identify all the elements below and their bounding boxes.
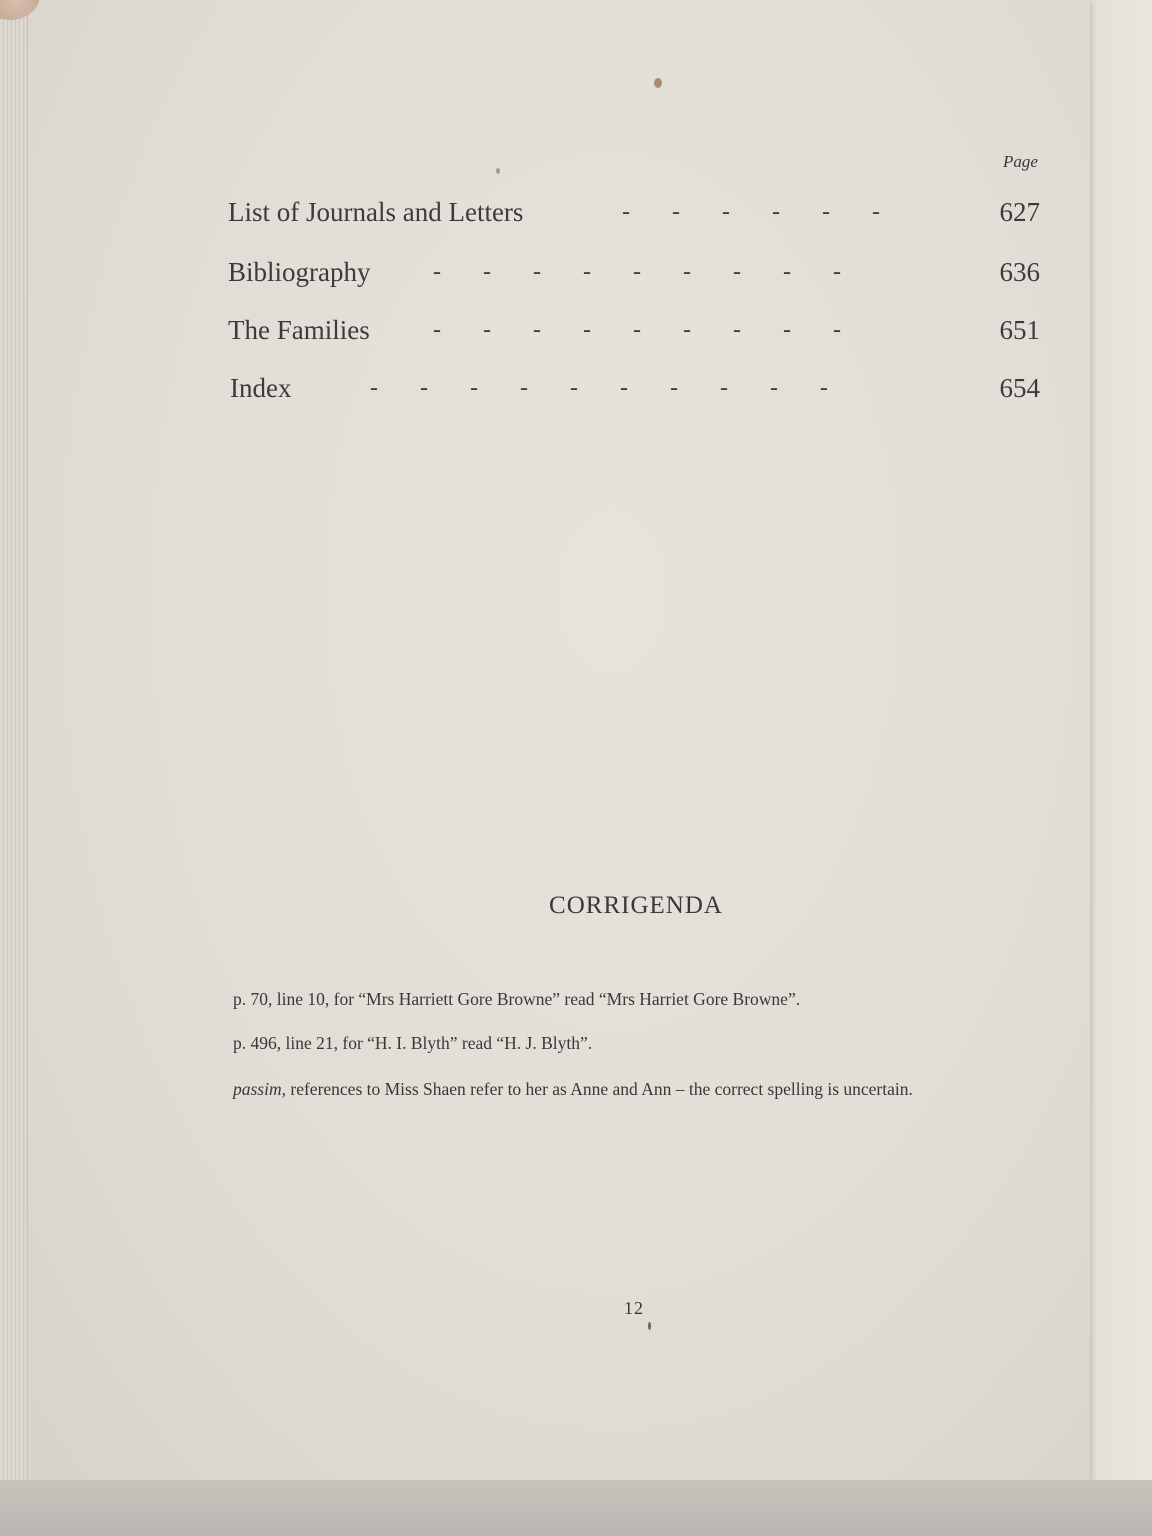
toc-entry-title: Bibliography xyxy=(228,257,371,287)
surface-below-book xyxy=(0,1480,1152,1536)
toc-entry-page: 651 xyxy=(999,315,1040,345)
toc-entry-title: The Families xyxy=(228,315,370,345)
toc-entry-page: 636 xyxy=(999,257,1040,287)
toc-entry xyxy=(228,310,1040,350)
paper-spot xyxy=(648,1322,651,1330)
toc-entry-page: 627 xyxy=(999,197,1040,227)
corrigenda-line: p. 496, line 21, for “H. I. Blyth” read “H. J. Blyth”. xyxy=(233,1033,593,1053)
paper-spot xyxy=(654,78,662,88)
toc-entry-page: 654 xyxy=(999,373,1040,403)
page-column-heading: Page xyxy=(1003,152,1038,171)
toc-entry-title: List of Journals and Letters xyxy=(228,197,524,227)
page-number: 12 xyxy=(624,1298,644,1318)
corrigenda-heading: CORRIGENDA xyxy=(549,892,723,919)
toc-entry xyxy=(228,192,1040,232)
toc-entry xyxy=(228,368,1040,408)
corrigenda-passim: passim, xyxy=(233,1079,286,1099)
corrigenda-line-text: references to Miss Shaen refer to her as Anne and Ann – the correct spelling is uncertain. xyxy=(286,1079,913,1099)
toc-entry xyxy=(228,252,1040,292)
toc-entry-leader: - - - - - - xyxy=(622,199,880,225)
corrigenda-line: p. 70, line 10, for “Mrs Harriett Gore Browne” read “Mrs Harriet Gore Browne”. xyxy=(233,989,801,1009)
corrigenda-line xyxy=(233,1079,913,1100)
toc-entry-title: Index xyxy=(230,373,292,403)
toc-entry-leader: - - - - - - - - - - xyxy=(370,375,828,401)
toc-entry-leader: - - - - - - - - - xyxy=(433,259,841,285)
toc-entry-leader: - - - - - - - - - xyxy=(433,317,841,343)
paper-spot xyxy=(496,168,500,174)
